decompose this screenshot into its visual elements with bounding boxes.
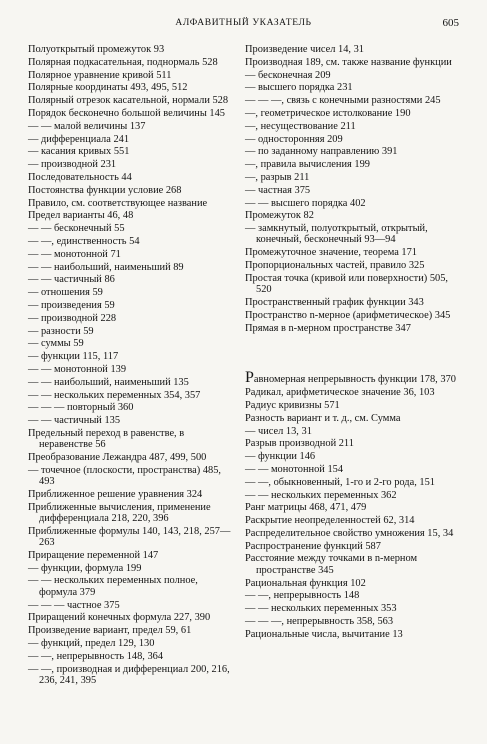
index-entry: — частная 375: [245, 184, 311, 196]
index-entry: — — нескольких переменных 354, 357: [28, 389, 201, 401]
index-entry: — — —, непрерывность 358, 563: [245, 615, 394, 627]
index-entry: — — высшего порядка 402: [245, 197, 366, 209]
index-entry: — — —, связь с конечными разностями 245: [245, 95, 441, 107]
index-entry: Распределительное свойство умножения 15, 34: [245, 527, 454, 539]
index-entry: — односторонняя 209: [245, 133, 343, 145]
index-entry: — чисел 13, 31: [245, 425, 312, 437]
index-entry: —, правила вычисления 199: [245, 159, 370, 171]
index-entry: Раскрытие неопределенностей 62, 314: [245, 515, 415, 527]
left-column: [28, 44, 236, 688]
section-first-entry-text: авномерная непрерывность функции 178, 370: [253, 374, 456, 386]
index-entry: — по заданному направлению 391: [245, 146, 398, 158]
index-entry: Пространственный график функции 343: [245, 296, 424, 308]
index-entry: Промежуток 82: [245, 210, 314, 222]
index-entry: — — бесконечный 55: [28, 223, 125, 235]
index-entry: Расстояние между точками в n-мерном пространстве 345: [245, 553, 418, 576]
index-entry: Преобразование Лежандра 487, 499, 500: [28, 452, 207, 463]
index-entry: — разности 59: [28, 325, 94, 337]
index-entry: — —, обыкновенный, 1-го и 2-го рода, 151: [245, 476, 435, 488]
index-entry: — произведения 59: [28, 299, 115, 311]
index-entry: Производная 189, см. также название функции: [245, 56, 452, 68]
page-number: 605: [442, 17, 459, 29]
index-entry: Радиус кривизны 571: [245, 399, 340, 411]
index-entry: Последовательность 44: [28, 171, 132, 183]
index-entry: — касания кривых 551: [28, 146, 130, 158]
index-entry: Радикал, арифметическое значение 36, 103: [245, 387, 435, 399]
section-initial-letter: Р: [245, 369, 254, 387]
index-entry: Порядок бесконечно большой величины 145: [28, 107, 225, 119]
right-column-top-entries: [245, 44, 461, 334]
index-entry: Промежуточное значение, теорема 171: [245, 247, 417, 259]
index-entry: Ранг матрицы 468, 471, 479: [245, 502, 367, 514]
index-entry: Рациональные числа, вычитание 13: [245, 628, 403, 640]
page-header: [0, 18, 487, 34]
index-entry: — — нескольких переменных полное, формула 379: [28, 575, 198, 598]
index-entry: — — малой величины 137: [28, 120, 146, 132]
index-entry: — производной 231: [28, 159, 117, 171]
index-entry: — — монотонной 139: [28, 363, 127, 375]
index-entry: — функций, предел 129, 130: [28, 637, 155, 649]
index-entry: — —, производная и дифференциал 200, 216, 236, 241, 395: [28, 663, 230, 686]
index-entry: — — — частное 375: [28, 599, 120, 611]
index-entry: Правило, см. соответствующее название: [28, 197, 208, 209]
index-entry: — производной 228: [28, 312, 117, 324]
index-entry: Прямая в n-мерном пространстве 347: [245, 322, 411, 334]
index-entry: — — наибольший, наименьший 135: [28, 376, 189, 388]
index-entry: Приращений конечных формула 227, 390: [28, 612, 211, 624]
index-entry: —, геометрическое истолкование 190: [245, 107, 411, 119]
index-entry: Приближенные вычисления, применение дифференциала 218, 220, 396: [28, 501, 211, 524]
index-entry: — функции 146: [245, 451, 316, 463]
index-entry: — — монотонной 71: [28, 248, 121, 260]
index-entry: Полуоткрытый промежуток 93: [28, 44, 165, 55]
index-entry: Разность вариант и т. д., см. Сумма: [245, 412, 401, 424]
index-entry: — функции 115, 117: [28, 351, 119, 363]
index-entry: Рациональная функция 102: [245, 577, 366, 589]
index-entry: Распространение функций 587: [245, 540, 381, 552]
index-entry: — — частичный 86: [28, 274, 115, 286]
index-entry: — — — повторный 360: [28, 402, 134, 414]
index-entry: Разрыв производной 211: [245, 438, 354, 450]
index-entry: —, несуществование 211: [245, 120, 356, 132]
index-entry: — — нескольких переменных 353: [245, 603, 397, 615]
section-gap: [245, 335, 461, 373]
index-entry: — бесконечная 209: [245, 69, 331, 81]
index-entry: — —, единственность 54: [28, 235, 140, 247]
index-entry: — — нескольких переменных 362: [245, 489, 397, 501]
index-entry: Приближенное решение уравнения 324: [28, 488, 203, 500]
index-entry: Полярные координаты 493, 495, 512: [28, 82, 188, 94]
index-entry: — точечное (плоскости, пространства) 485, 493: [28, 464, 222, 488]
index-entry: Полярное уравнение кривой 511: [28, 69, 172, 81]
index-entry: — отношения 59: [28, 287, 103, 299]
index-entry: — суммы 59: [28, 338, 84, 350]
index-entry: Постоянства функции условие 268: [28, 184, 182, 196]
index-entry: Приближенные формулы 140, 143, 218, 257—263: [28, 525, 231, 549]
header-title: АЛФАВИТНЫЙ УКАЗАТЕЛЬ: [175, 18, 312, 28]
index-entry: — — монотонной 154: [245, 463, 344, 475]
index-entry: — замкнутый, полуоткрытый, открытый, конечный, бесконечный 93—94: [245, 223, 428, 246]
index-entry: — высшего порядка 231: [245, 82, 353, 94]
right-column: [245, 44, 461, 642]
index-entry: — — наибольший, наименьший 89: [28, 261, 184, 273]
index-entry: Простая точка (кривой или поверхности) 505, 520: [245, 272, 449, 296]
index-entry: —, разрыв 211: [245, 171, 310, 183]
index-entry: Предельный переход в равенстве, в неравенстве 56: [28, 427, 185, 451]
index-entry: — —, непрерывность 148, 364: [28, 650, 164, 662]
index-entry: — функции, формула 199: [28, 562, 142, 574]
right-column-bottom-entries: [245, 387, 461, 640]
index-entry: Предел варианты 46, 48: [28, 210, 134, 222]
index-entry: Пространство n-мерное (арифметическое) 345: [245, 309, 451, 321]
index-entry: Полярная подкасательная, поднормаль 528: [28, 56, 218, 68]
index-entry: — — частичный 135: [28, 415, 121, 427]
index-entry: Пропорциональных частей, правило 325: [245, 260, 425, 272]
index-entry: Произведение чисел 14, 31: [245, 44, 365, 55]
index-entry: Полярный отрезок касательной, нормали 528: [28, 95, 229, 107]
index-entry: — дифференциала 241: [28, 133, 130, 145]
index-entry: — —, непрерывность 148: [245, 590, 360, 602]
index-entry: Приращение переменной 147: [28, 549, 159, 561]
section-first-entry: [245, 369, 461, 387]
index-entry: Произведение вариант, предел 59, 61: [28, 625, 192, 637]
